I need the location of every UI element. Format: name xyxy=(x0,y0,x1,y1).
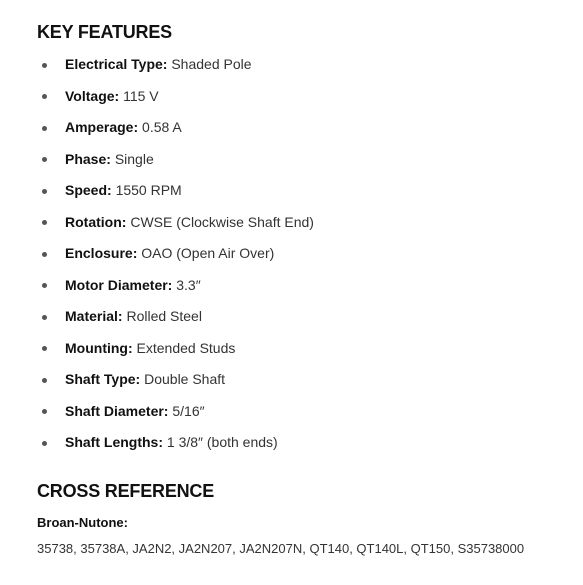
feature-label: Amperage: xyxy=(65,119,139,135)
feature-value: Extended Studs xyxy=(136,339,236,356)
cross-reference-brand: Broan-Nutone: xyxy=(37,515,128,530)
bullet-icon xyxy=(42,441,47,446)
feature-item xyxy=(37,396,567,428)
feature-item xyxy=(37,364,567,396)
bullet-icon xyxy=(42,189,47,194)
feature-item xyxy=(37,49,567,81)
feature-item xyxy=(37,207,567,239)
feature-label: Shaft Diameter: xyxy=(65,402,169,419)
feature-value: CWSE (Clockwise Shaft End) xyxy=(130,213,314,230)
bullet-icon xyxy=(42,346,47,351)
bullet-icon xyxy=(42,283,47,288)
feature-label: Motor Diameter: xyxy=(65,276,173,293)
feature-label: Shaft Type: xyxy=(65,371,141,387)
feature-value: 1 3/8″ (both ends) xyxy=(166,434,278,450)
feature-value: 5/16″ xyxy=(172,402,205,419)
feature-value: 115 V xyxy=(123,87,159,104)
key-features-list xyxy=(37,49,567,459)
feature-label: Mounting: xyxy=(65,339,133,356)
bullet-icon xyxy=(42,220,47,225)
feature-value: 0.58 A xyxy=(142,119,182,135)
feature-item xyxy=(37,144,567,176)
feature-value: 1550 RPM xyxy=(115,182,182,198)
feature-value: Shaded Pole xyxy=(171,56,252,72)
bullet-icon xyxy=(42,409,47,414)
feature-label: Material: xyxy=(65,308,123,324)
feature-value: Rolled Steel xyxy=(126,308,202,324)
feature-item xyxy=(37,112,567,144)
feature-label: Voltage: xyxy=(65,87,120,104)
cross-reference-parts: 35738, 35738A, JA2N2, JA2N207, JA2N207N, QT140, QT140L, QT150, S35738000 xyxy=(37,541,525,556)
feature-item xyxy=(37,333,567,365)
cross-reference-heading: CROSS REFERENCE xyxy=(37,481,215,501)
feature-value: Single xyxy=(114,150,154,167)
feature-label: Electrical Type: xyxy=(65,56,168,72)
feature-item xyxy=(37,81,567,113)
feature-item xyxy=(37,238,567,270)
bullet-icon xyxy=(42,126,47,131)
feature-item xyxy=(37,175,567,207)
feature-value: Double Shaft xyxy=(144,371,226,387)
feature-item xyxy=(37,301,567,333)
feature-item xyxy=(37,427,567,459)
feature-label: Enclosure: xyxy=(65,245,138,261)
feature-value: 3.3″ xyxy=(176,276,201,293)
bullet-icon xyxy=(42,63,47,68)
key-features-heading: KEY FEATURES xyxy=(37,22,172,42)
bullet-icon xyxy=(42,252,47,257)
feature-label: Phase: xyxy=(65,150,111,167)
bullet-icon xyxy=(42,315,47,320)
feature-item xyxy=(37,270,567,302)
bullet-icon xyxy=(42,157,47,162)
feature-value: OAO (Open Air Over) xyxy=(141,245,275,261)
bullet-icon xyxy=(42,378,47,383)
feature-label: Speed: xyxy=(65,182,112,198)
feature-label: Rotation: xyxy=(65,213,127,230)
bullet-icon xyxy=(42,94,47,99)
feature-label: Shaft Lengths: xyxy=(65,434,163,450)
